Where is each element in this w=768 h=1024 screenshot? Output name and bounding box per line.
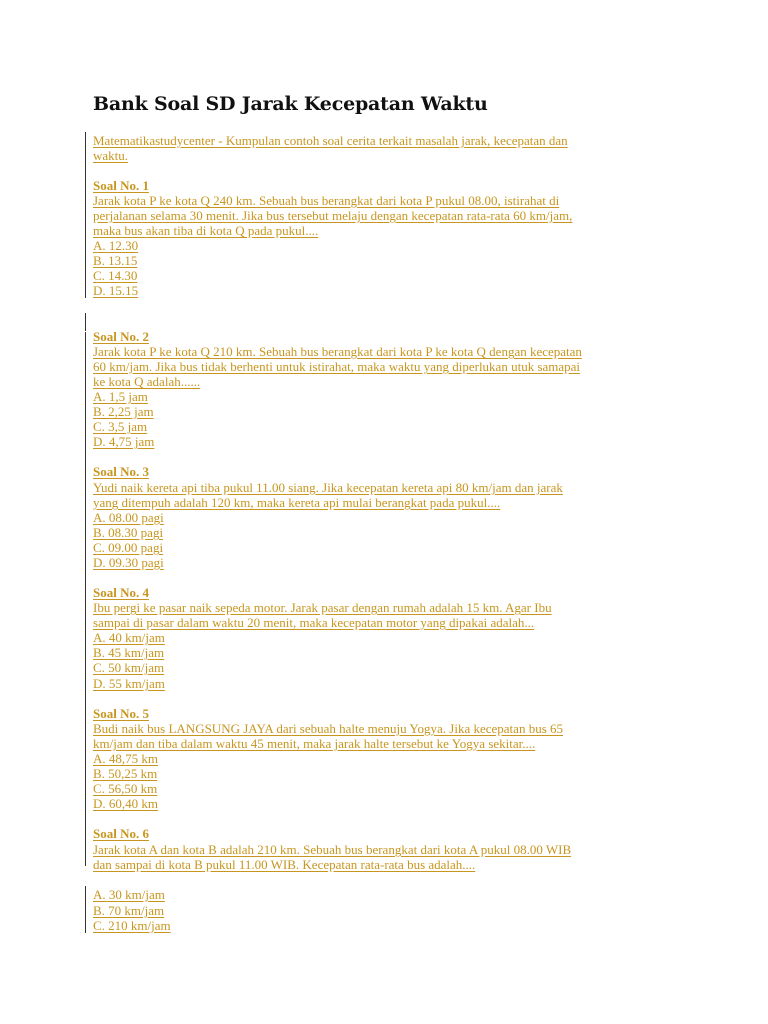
question-text-line[interactable]: Jarak kota A dan kota B adalah 210 km. Sebuah bus berangkat dari kota A pukul 08.00 WIB (93, 842, 572, 857)
answer-option[interactable]: A. 30 km/jam (93, 887, 165, 902)
question-heading[interactable]: Soal No. 4 (93, 585, 149, 600)
answer-option[interactable]: B. 50,25 km (93, 766, 158, 781)
answer-option[interactable]: B. 08.30 pagi (93, 525, 164, 540)
answer-option[interactable]: C. 56,50 km (93, 781, 158, 796)
question-heading[interactable]: Soal No. 5 (93, 706, 149, 721)
intro-line[interactable]: Matematikastudycenter - Kumpulan contoh soal cerita terkait masalah jarak, kecepatan dan (93, 133, 568, 148)
answer-option[interactable]: D. 4,75 jam (93, 434, 155, 449)
answer-option[interactable]: C. 50 km/jam (93, 660, 165, 675)
quote-bar (85, 886, 86, 933)
quote-bar (85, 332, 86, 866)
answer-option[interactable]: A. 08.00 pagi (93, 510, 164, 525)
question-heading[interactable]: Soal No. 3 (93, 464, 149, 479)
question-text-line[interactable]: 60 km/jam. Jika bus tidak berhenti untuk istirahat, maka waktu yang diperlukan utuk samapai (93, 359, 581, 374)
page-title: Bank Soal SD Jarak Kecepatan Waktu (93, 93, 488, 115)
intro-line[interactable]: waktu. (93, 148, 129, 163)
answer-option[interactable]: B. 2,25 jam (93, 404, 154, 419)
answer-option[interactable]: C. 09.00 pagi (93, 540, 164, 555)
question-text-line[interactable]: Jarak kota P ke kota Q 240 km. Sebuah bus berangkat dari kota P pukul 08.00, istirahat di (93, 193, 560, 208)
question-heading[interactable]: Soal No. 6 (93, 826, 149, 841)
answer-option[interactable]: A. 12.30 (93, 238, 139, 253)
answer-option[interactable]: C. 3,5 jam (93, 419, 148, 434)
question-text-line[interactable]: sampai di pasar dalam waktu 20 menit, maka kecepatan motor yang dipakai adalah... (93, 615, 535, 630)
answer-option[interactable]: A. 1,5 jam (93, 389, 148, 404)
answer-option[interactable]: A. 40 km/jam (93, 630, 165, 645)
question-text-line[interactable]: maka bus akan tiba di kota Q pada pukul.... (93, 223, 319, 238)
question-text-line[interactable]: dan sampai di kota B pukul 11.00 WIB. Kecepatan rata-rata bus adalah.... (93, 857, 476, 872)
question-text-line[interactable]: km/jam dan tiba dalam waktu 45 menit, maka jarak halte tersebut ke Yogya sekitar.... (93, 736, 536, 751)
question-text-line[interactable]: ke kota Q adalah...... (93, 374, 201, 389)
answer-option[interactable]: A. 48,75 km (93, 751, 158, 766)
quote-bar (85, 132, 86, 298)
answer-option[interactable]: C. 14.30 (93, 268, 138, 283)
answer-option[interactable]: B. 45 km/jam (93, 645, 165, 660)
question-text-line[interactable]: Ibu pergi ke pasar naik sepeda motor. Jarak pasar dengan rumah adalah 15 km. Agar Ibu (93, 600, 552, 615)
answer-option[interactable]: D. 60,40 km (93, 796, 158, 811)
question-heading[interactable]: Soal No. 2 (93, 329, 149, 344)
question-text-line[interactable]: yang ditempuh adalah 120 km, maka kereta api mulai berangkat pada pukul.... (93, 495, 501, 510)
answer-option[interactable]: B. 70 km/jam (93, 903, 165, 918)
answer-option[interactable]: D. 15.15 (93, 283, 139, 298)
question-heading[interactable]: Soal No. 1 (93, 178, 149, 193)
question-text-line[interactable]: Budi naik bus LANGSUNG JAYA dari sebuah halte menuju Yogya. Jika kecepatan bus 65 (93, 721, 563, 736)
question-text-line[interactable]: Yudi naik kereta api tiba pukul 11.00 siang. Jika kecepatan kereta api 80 km/jam dan jarak (93, 480, 563, 495)
question-text-line[interactable]: perjalanan selama 30 menit. Jika bus tersebut melaju dengan kecepatan rata-rata 60 km/jam, (93, 208, 573, 223)
question-text-line[interactable]: Jarak kota P ke kota Q 210 km. Sebuah bus berangkat dari kota P ke kota Q dengan kecepatan (93, 344, 582, 359)
answer-option[interactable]: D. 09.30 pagi (93, 555, 164, 570)
answer-option[interactable]: D. 55 km/jam (93, 676, 165, 691)
answer-option[interactable]: B. 13.15 (93, 253, 138, 268)
quote-bar (85, 313, 86, 331)
answer-option[interactable]: C. 210 km/jam (93, 918, 171, 933)
